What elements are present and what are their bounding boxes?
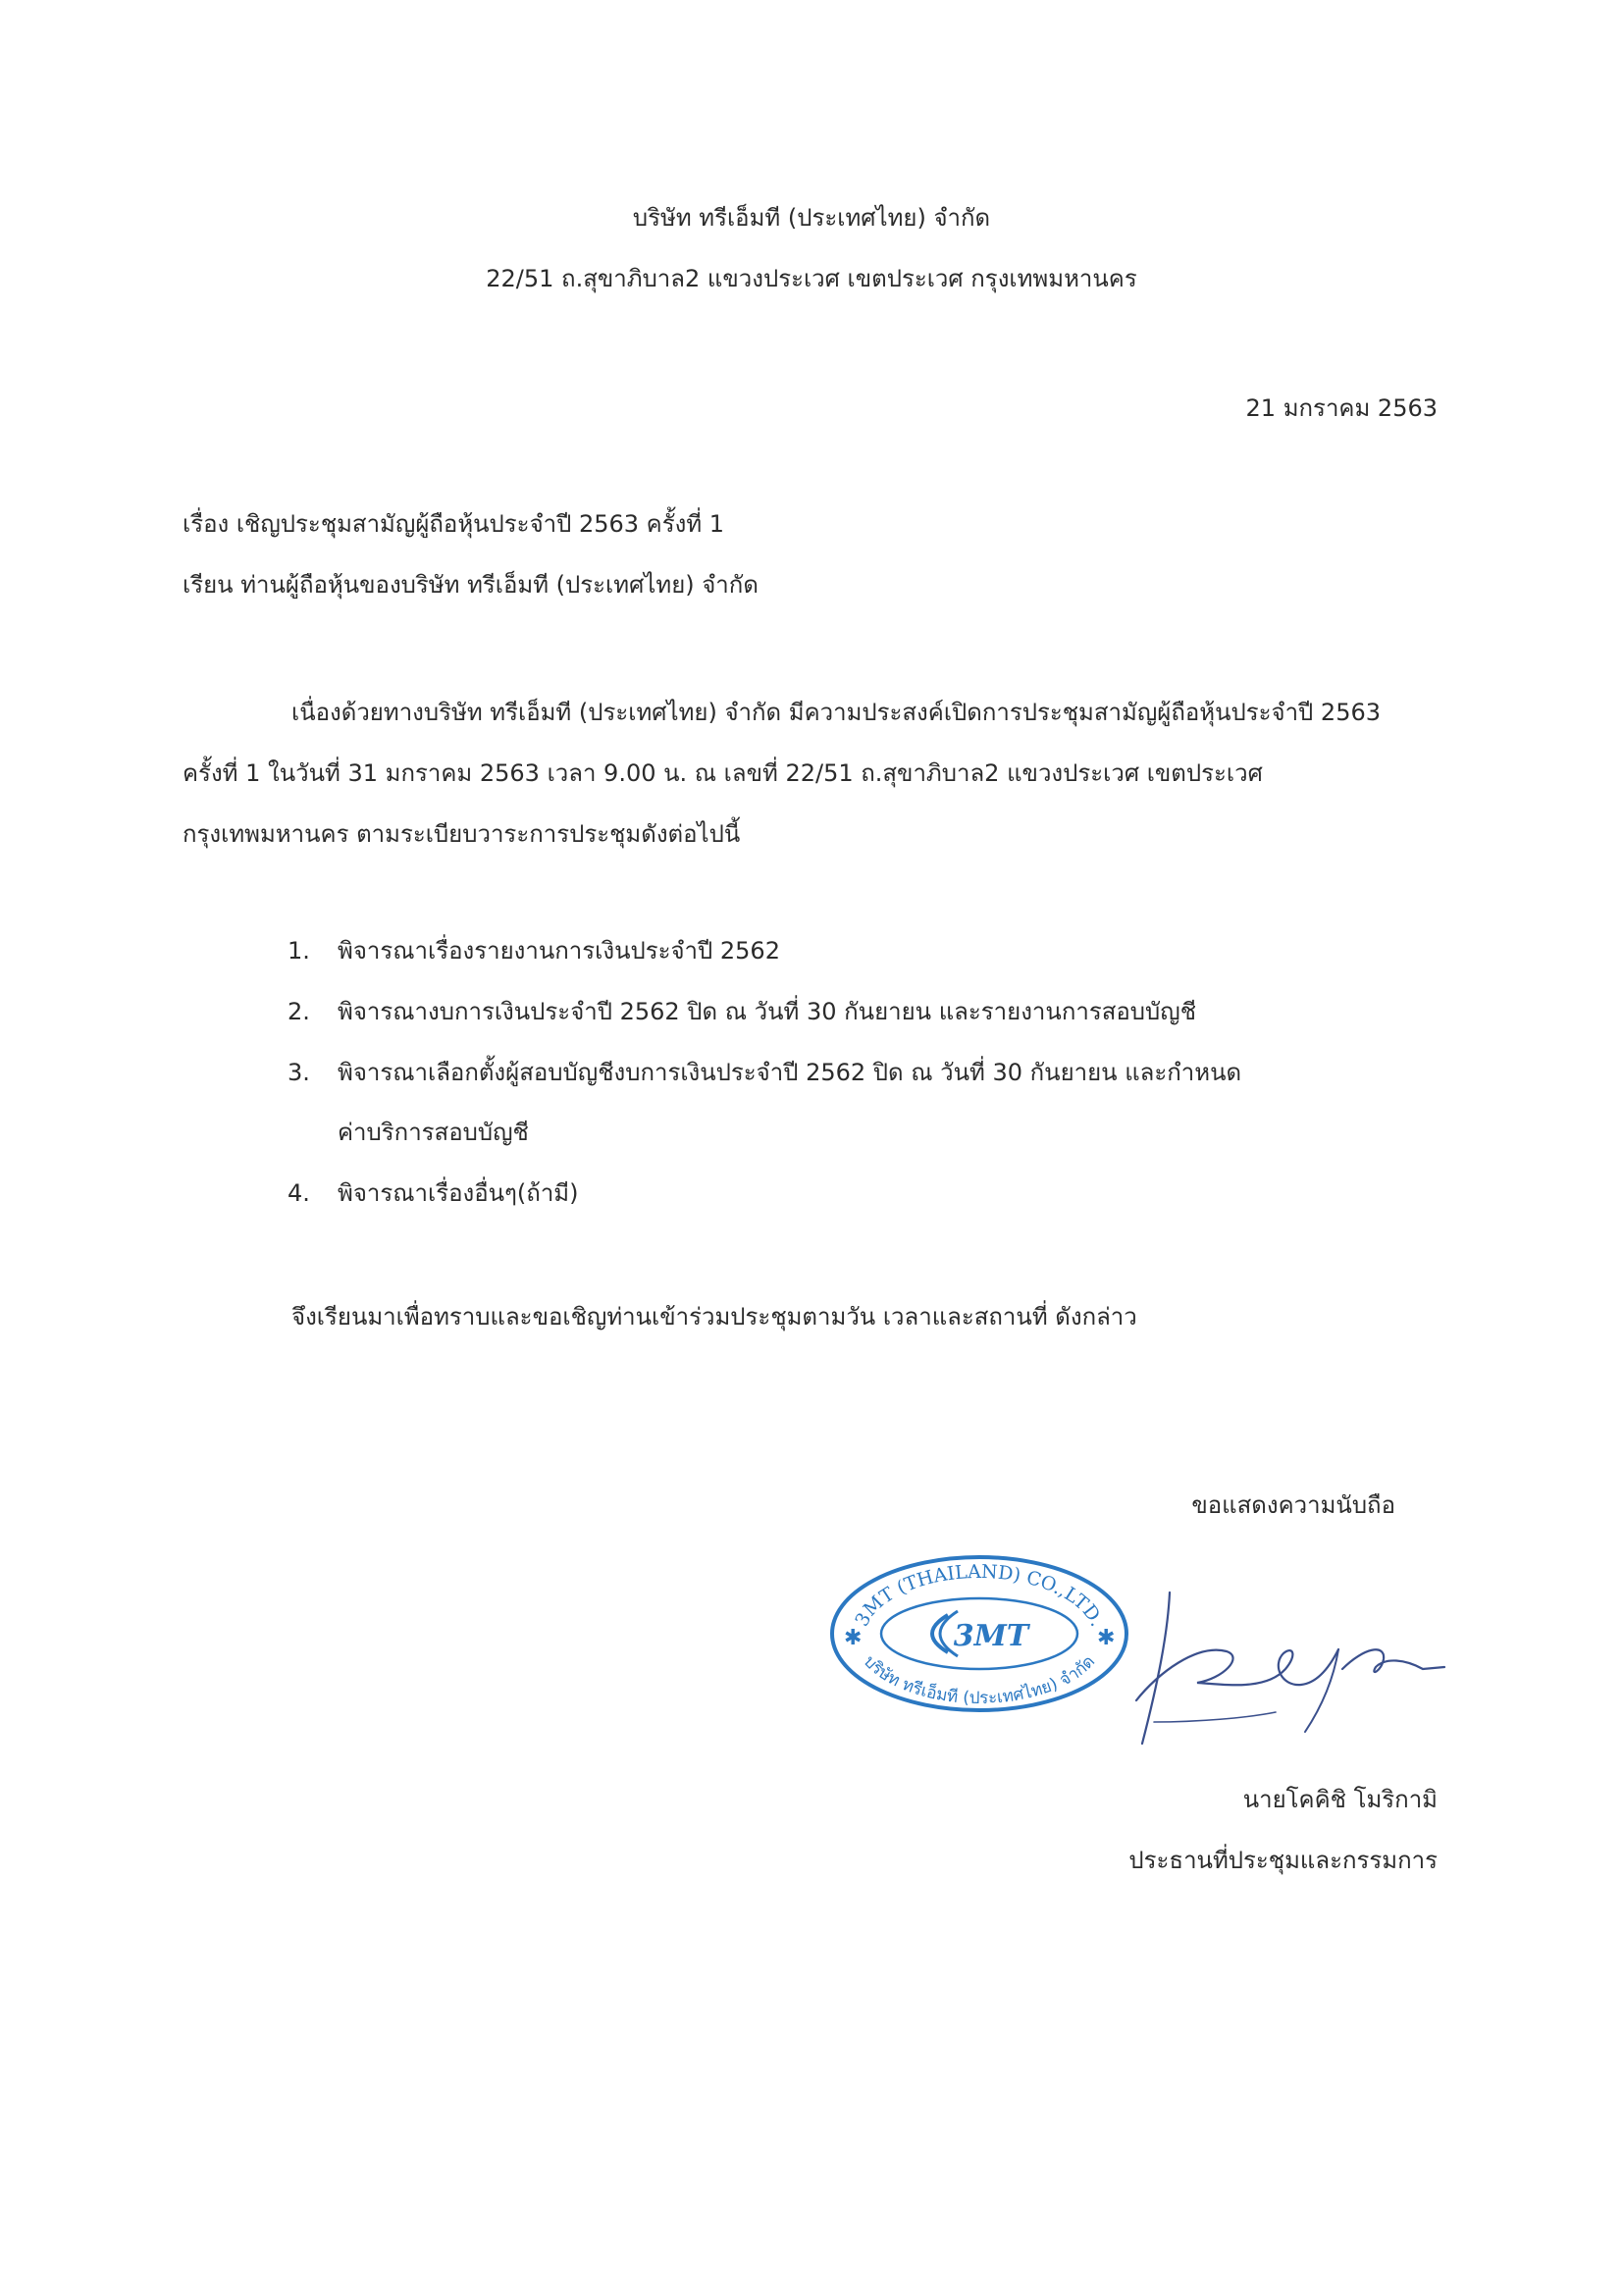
agenda-number: 4. [288,1179,310,1207]
agenda-text: พิจารณาเลือกตั้งผู้สอบบัญชีงบการเงินประจำปี 2562 ปิด ณ วันที่ 30 กันยายน และกำหนด [338,1059,1242,1086]
seal-logo-text: 3MT [953,1619,1029,1653]
letter-subject: เรื่อง เชิญประชุมสามัญผู้ถือหุ้นประจำปี 2563 ครั้งที่ 1 [183,510,725,538]
seal-star-icon: ✱ [844,1626,863,1650]
seal-star-icon: ✱ [1097,1626,1116,1650]
signatory-name: นายโคคิชิ โมริกามิ [1242,1786,1438,1813]
agenda-number: 2. [288,998,310,1025]
regards: ขอแสดงความนับถือ [1191,1491,1395,1519]
company-name: บริษัท ทรีเอ็มที (ประเทศไทย) จำกัด [632,204,991,232]
agenda-text: พิจารณาเรื่องรายงานการเงินประจำปี 2562 [338,937,780,965]
agenda-number: 3. [288,1059,310,1086]
signature [1128,1575,1452,1751]
body-line-3: กรุงเทพมหานคร ตามระเบียบวาระการประชุมดังต่อไปนี้ [183,820,741,848]
agenda-text: พิจารณางบการเงินประจำปี 2562 ปิด ณ วันที่ 30 กันยายน และรายงานการสอบบัญชี [338,998,1196,1025]
seal-top-text: 3MT (THAILAND) CO.,LTD. [851,1560,1109,1631]
closing-sentence: จึงเรียนมาเพื่อทราบและขอเชิญท่านเข้าร่วมประชุมตามวัน เวลาและสถานที่ ดังกล่าว [291,1303,1137,1331]
company-address: 22/51 ถ.สุขาภิบาล2 แขวงประเวศ เขตประเวศ กรุงเทพมหานคร [486,265,1137,292]
body-line-2: ครั้งที่ 1 ในวันที่ 31 มกราคม 2563 เวลา 9.00 น. ณ เลขที่ 22/51 ถ.สุขาภิบาล2 แขวงประเวศ เขตประเวศ [183,759,1263,787]
agenda-number: 1. [288,937,310,965]
agenda-text-continued: ค่าบริการสอบบัญชี [338,1119,529,1146]
signatory-title: ประธานที่ประชุมและกรรมการ [1128,1847,1438,1874]
letter-recipient: เรียน ท่านผู้ถือหุ้นของบริษัท ทรีเอ็มที (ประเทศไทย) จำกัด [183,571,759,599]
company-seal [822,1550,1136,1717]
letter-date: 21 มกราคม 2563 [1245,394,1438,422]
agenda-text: พิจารณาเรื่องอื่นๆ(ถ้ามี) [338,1179,579,1207]
seal-bottom-text: บริษัท ทรีเอ็มที (ประเทศไทย) จำกัด [859,1651,1100,1709]
body-line-1: เนื่องด้วยทางบริษัท ทรีเอ็มที (ประเทศไทย) จำกัด มีความประสงค์เปิดการประชุมสามัญผู้ถือหุ้นประจำปี 2563 [291,699,1381,726]
